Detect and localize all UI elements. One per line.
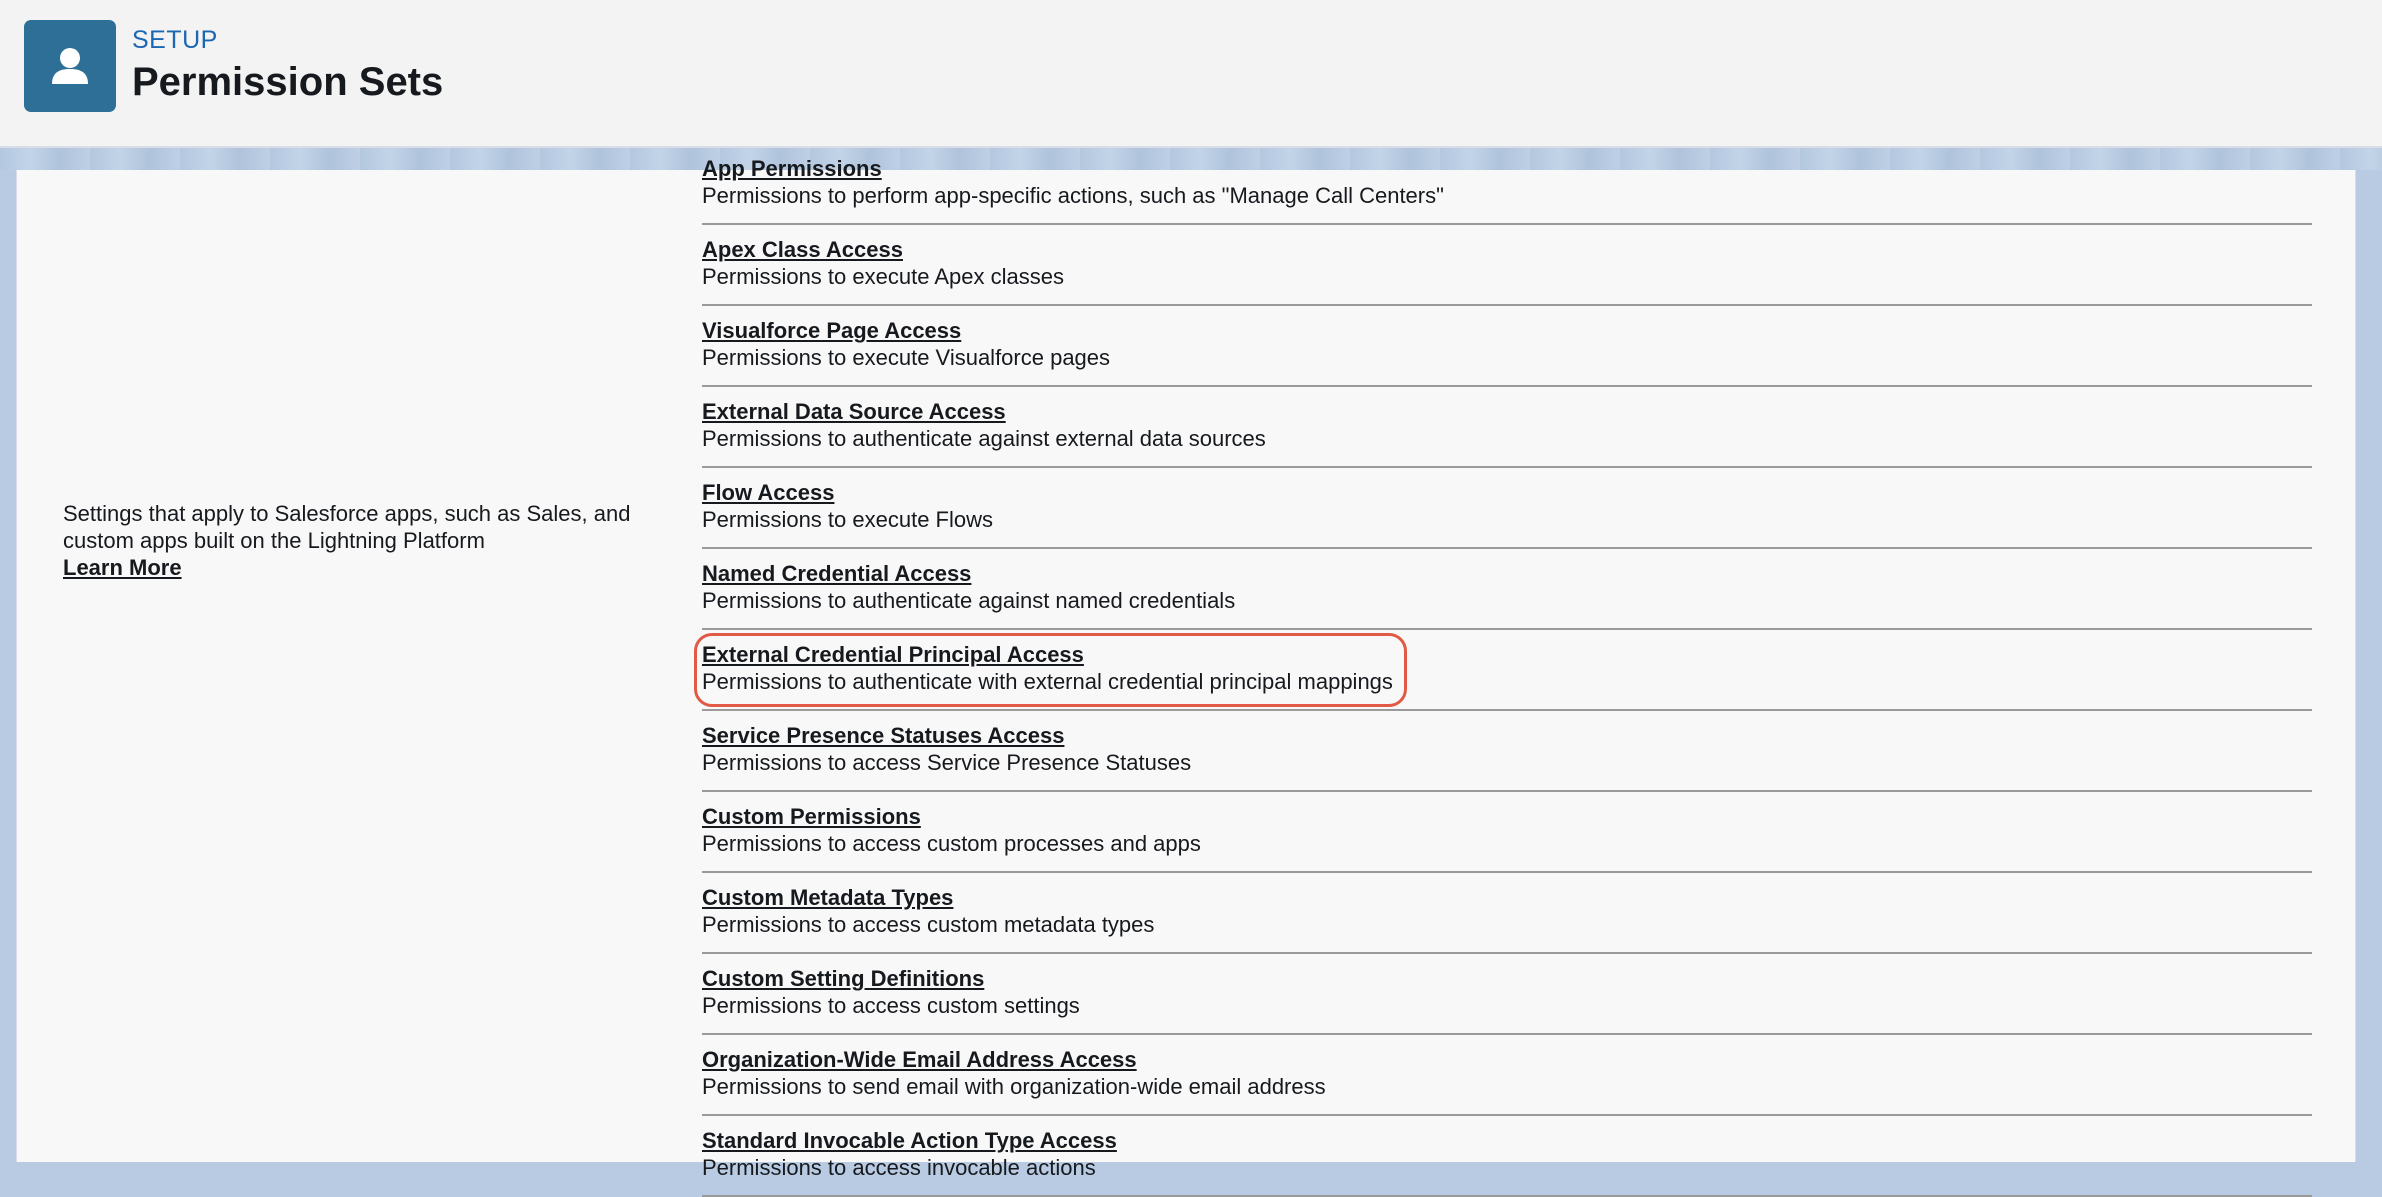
list-item — [702, 144, 2312, 225]
list-item — [702, 306, 2312, 387]
permission-list — [702, 144, 2312, 1197]
list-item — [702, 1035, 2312, 1116]
permission-description: Permissions to access custom metadata types — [702, 912, 1155, 937]
permission-link[interactable]: Flow Access — [702, 480, 835, 505]
list-item — [702, 711, 2312, 792]
permission-description: Permissions to authenticate against named credentials — [702, 588, 1236, 613]
page-header — [0, 0, 2382, 148]
permission-description: Permissions to send email with organization-wide email address — [702, 1074, 1326, 1099]
list-item — [702, 954, 2312, 1035]
permission-link[interactable]: Custom Setting Definitions — [702, 966, 985, 991]
permission-description: Permissions to access invocable actions — [702, 1155, 1096, 1180]
permission-link[interactable]: Service Presence Statuses Access — [702, 723, 1065, 748]
content-panel — [16, 156, 2356, 1180]
list-item — [702, 630, 2312, 711]
section-description-text: Settings that apply to Salesforce apps, such as Sales, and custom apps built on the Lightning Platform — [63, 501, 631, 553]
permission-description: Permissions to execute Visualforce pages — [702, 345, 1111, 370]
permission-description: Permissions to access Service Presence Statuses — [702, 750, 1192, 775]
permission-description: Permissions to access custom settings — [702, 993, 1080, 1018]
list-item — [702, 873, 2312, 954]
setup-eyebrow: SETUP — [132, 26, 218, 54]
permission-description: Permissions to authenticate against external data sources — [702, 426, 1266, 451]
list-item — [702, 549, 2312, 630]
list-item — [702, 387, 2312, 468]
permission-description: Permissions to perform app-specific actions, such as "Manage Call Centers" — [702, 183, 1444, 208]
permission-link[interactable]: External Credential Principal Access — [702, 642, 1084, 667]
permission-link[interactable]: App Permissions — [702, 156, 882, 181]
permission-description: Permissions to execute Flows — [702, 507, 993, 532]
list-item — [702, 225, 2312, 306]
list-item — [702, 1116, 2312, 1197]
permission-link[interactable]: Custom Metadata Types — [702, 885, 954, 910]
learn-more-link[interactable]: Learn More — [63, 555, 182, 580]
page-title: Permission Sets — [132, 60, 444, 104]
permission-link[interactable]: External Data Source Access — [702, 399, 1006, 424]
user-icon — [24, 20, 116, 112]
permission-link[interactable]: Organization-Wide Email Address Access — [702, 1047, 1137, 1072]
section-description — [63, 500, 683, 581]
permission-link[interactable]: Apex Class Access — [702, 237, 903, 262]
permission-description: Permissions to execute Apex classes — [702, 264, 1064, 289]
permission-link[interactable]: Named Credential Access — [702, 561, 972, 586]
permission-link[interactable]: Standard Invocable Action Type Access — [702, 1128, 1117, 1153]
permission-link[interactable]: Custom Permissions — [702, 804, 921, 829]
permission-link[interactable]: Visualforce Page Access — [702, 318, 962, 343]
list-item — [702, 792, 2312, 873]
list-item — [702, 468, 2312, 549]
permission-description: Permissions to authenticate with external credential principal mappings — [702, 669, 1393, 694]
permission-description: Permissions to access custom processes and apps — [702, 831, 1201, 856]
